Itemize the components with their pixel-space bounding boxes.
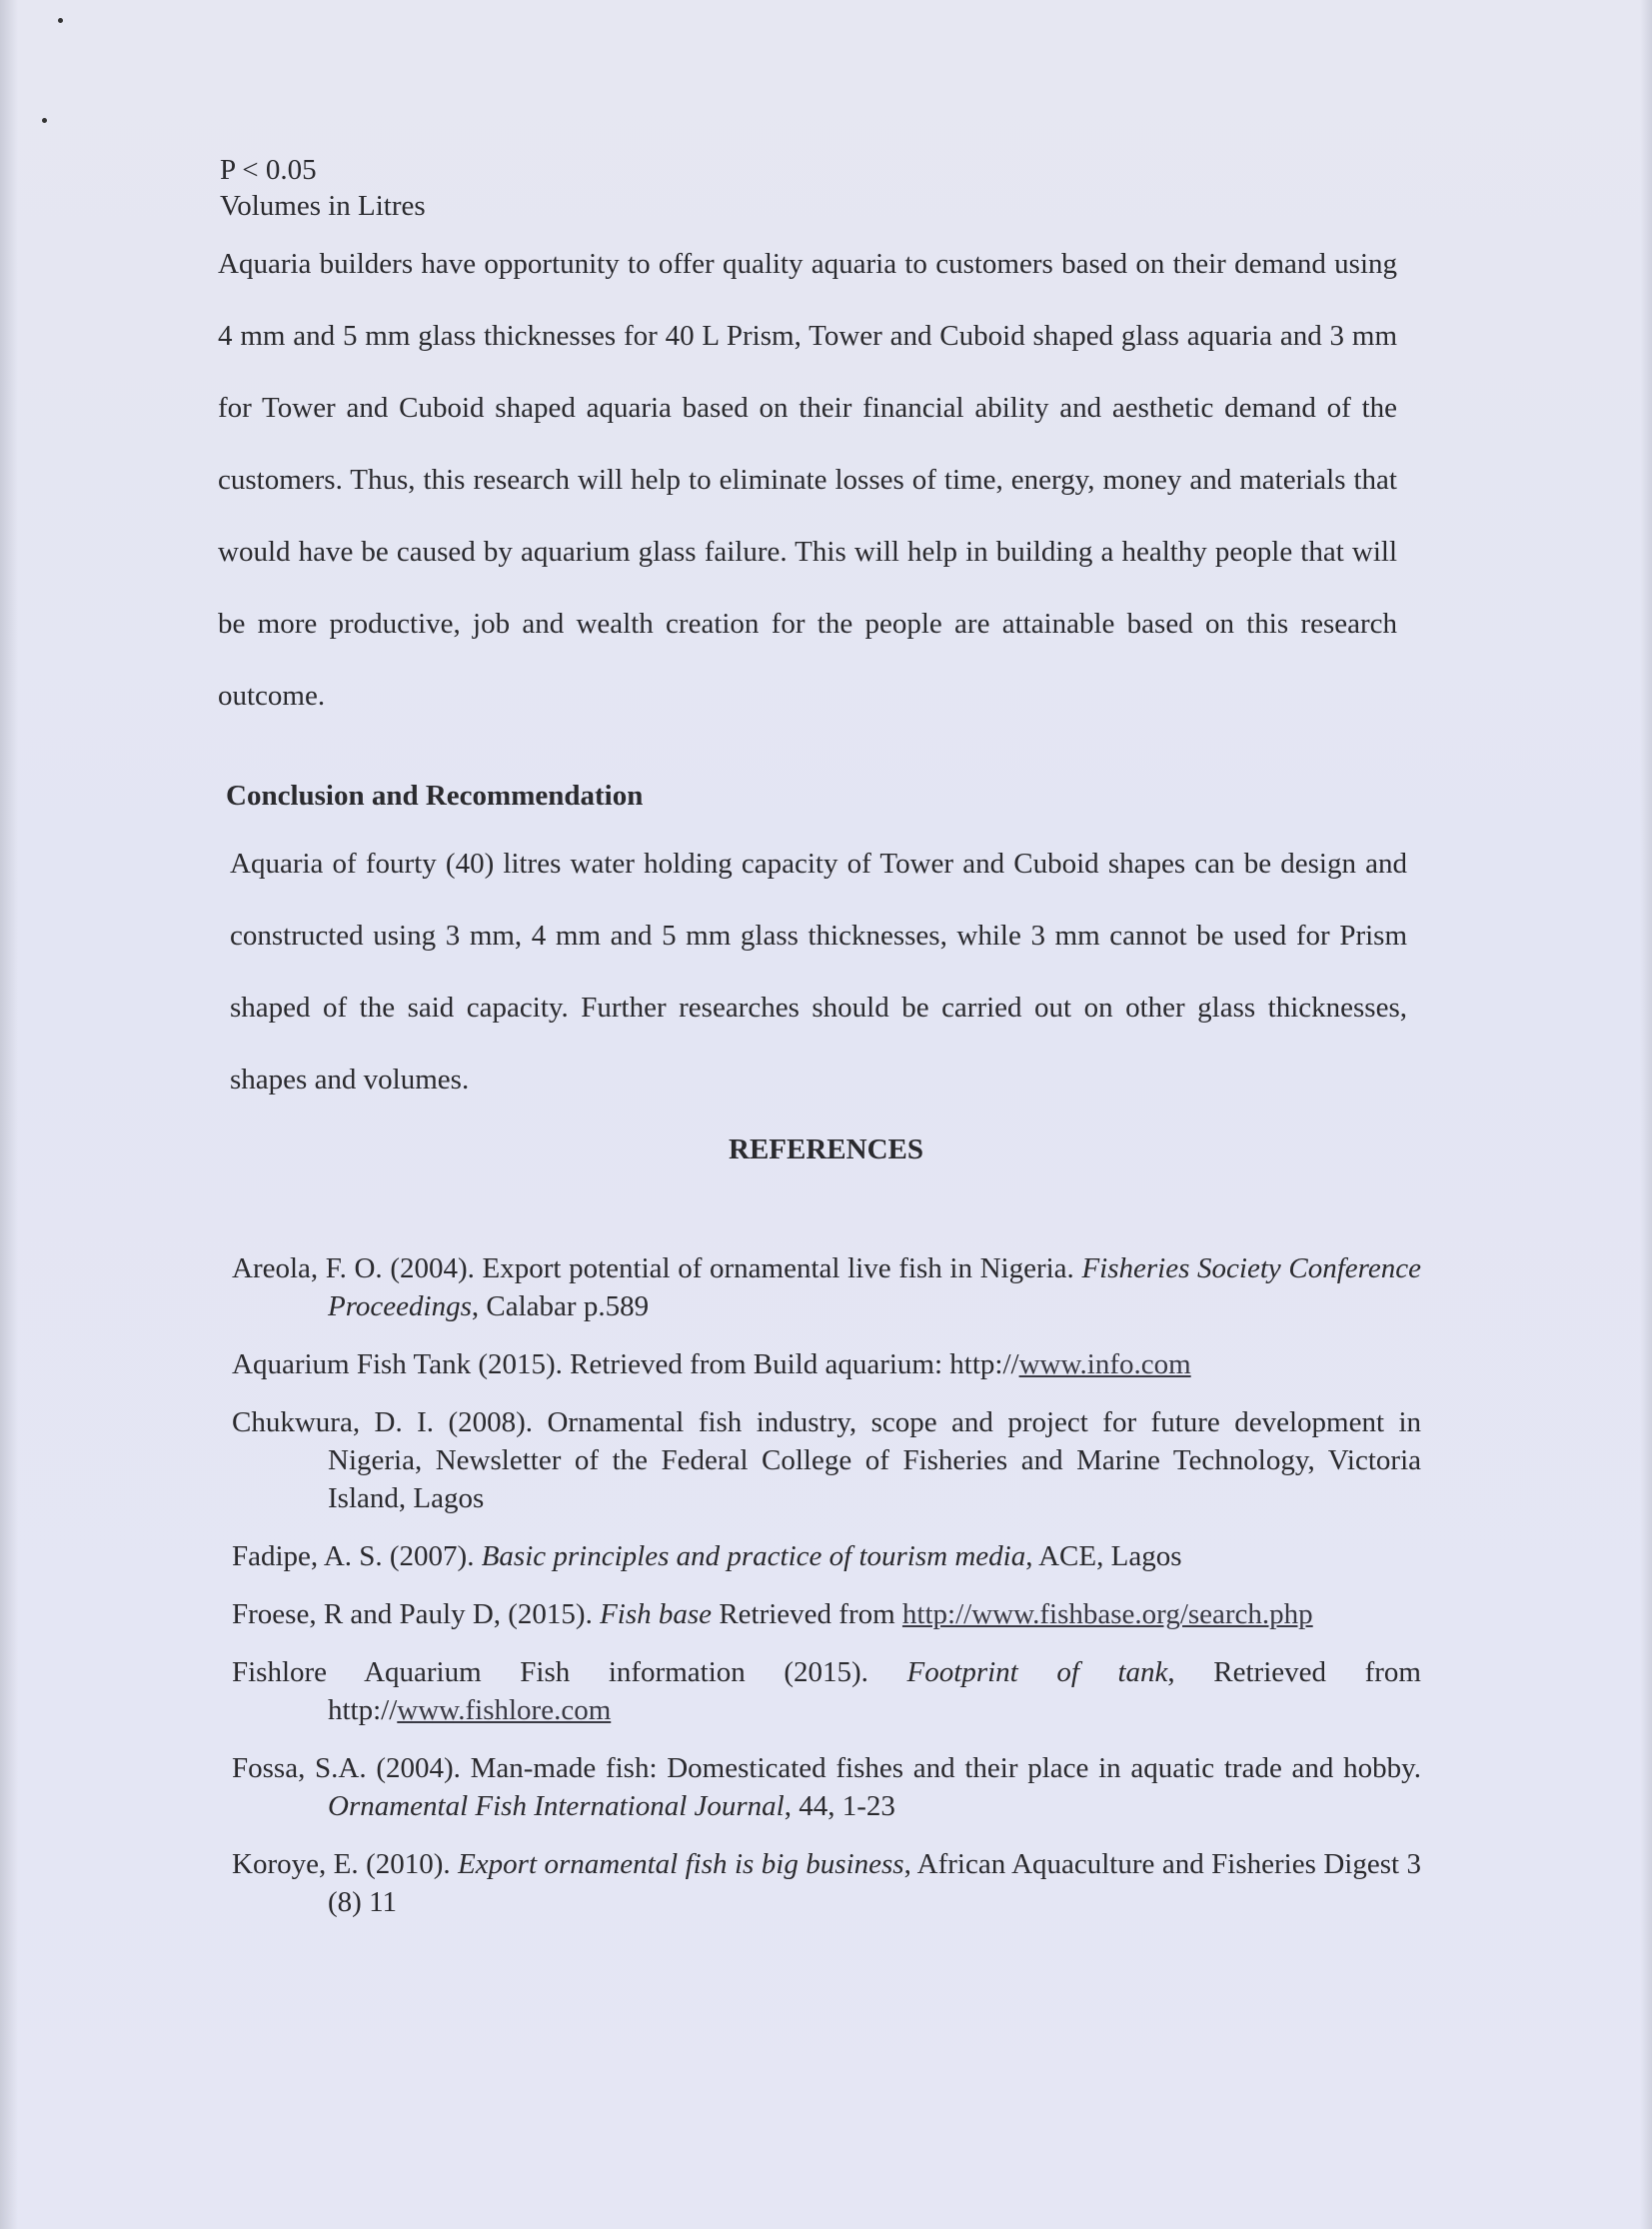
volumes-note: Volumes in Litres	[220, 190, 426, 222]
conclusion-paragraph: Aquaria of fourty (40) litres water holding capacity of Tower and Cuboid shapes can be design and constructed using 3 mm, 4 mm and 5 mm glass thicknesses, while 3 mm cannot be used for Prism shaped of the said capacity. Further researches should be carried out on other glass thicknesses, shapes and volumes.	[230, 848, 1407, 1096]
page-edge-shadow-left	[0, 0, 18, 2229]
reference-item-koroye: Koroye, E. (2010). Export ornamental fish is big business, African Aquaculture and Fisheries Digest 3 (8) 11	[232, 1848, 1421, 1918]
p-value-note: P < 0.05	[220, 154, 317, 186]
reference-link[interactable]: www.fishlore.com	[397, 1694, 612, 1726]
scan-speck	[58, 18, 63, 23]
reference-item-aquarium-fish-tank: Aquarium Fish Tank (2015). Retrieved from Build aquarium: http://www.info.com	[232, 1348, 1191, 1380]
discussion-paragraph: Aquaria builders have opportunity to offer quality aquaria to customers based on their demand using 4 mm and 5 mm glass thicknesses for 40 L Prism, Tower and Cuboid shaped glass aquaria and 3 mm for Tower and Cuboid shaped aquaria based on their financial ability and aesthetic demand of the customers. Thus, this research will help to eliminate losses of time, energy, money and materials that would have be caused by aquarium glass failure. This will help in building a healthy people that will be more productive, job and wealth creation for the people are attainable based on this research outcome.	[218, 248, 1397, 712]
page-edge-shadow-right	[1640, 0, 1652, 2229]
scan-speck	[42, 118, 47, 123]
conclusion-heading: Conclusion and Recommendation	[226, 780, 644, 812]
reference-item-fishlore: Fishlore Aquarium Fish information (2015). Footprint of tank, Retrieved from http://www.fishlore.com	[232, 1656, 1421, 1726]
reference-link[interactable]: www.info.com	[1018, 1348, 1191, 1380]
reference-list	[232, 1249, 1421, 1941]
reference-item-chukwura: Chukwura, D. I. (2008). Ornamental fish industry, scope and project for future development in Nigeria, Newsletter of the Federal College of Fisheries and Marine Technology, Victoria Island, Lagos	[232, 1406, 1421, 1514]
reference-item-fossa: Fossa, S.A. (2004). Man-made fish: Domesticated fishes and their place in aquatic trade and hobby. Ornamental Fish International Journal, 44, 1-23	[232, 1752, 1421, 1822]
reference-item-froese: Froese, R and Pauly D, (2015). Fish base Retrieved from http://www.fishbase.org/search.php	[232, 1598, 1313, 1630]
reference-item-areola: Areola, F. O. (2004). Export potential of ornamental live fish in Nigeria. Fisheries Society Conference Proceedings, Calabar p.589	[232, 1252, 1421, 1322]
references-heading: REFERENCES	[729, 1133, 923, 1165]
reference-link[interactable]: http://www.fishbase.org/search.php	[901, 1598, 1313, 1630]
reference-item-fadipe: Fadipe, A. S. (2007). Basic principles and practice of tourism media, ACE, Lagos	[232, 1540, 1182, 1572]
